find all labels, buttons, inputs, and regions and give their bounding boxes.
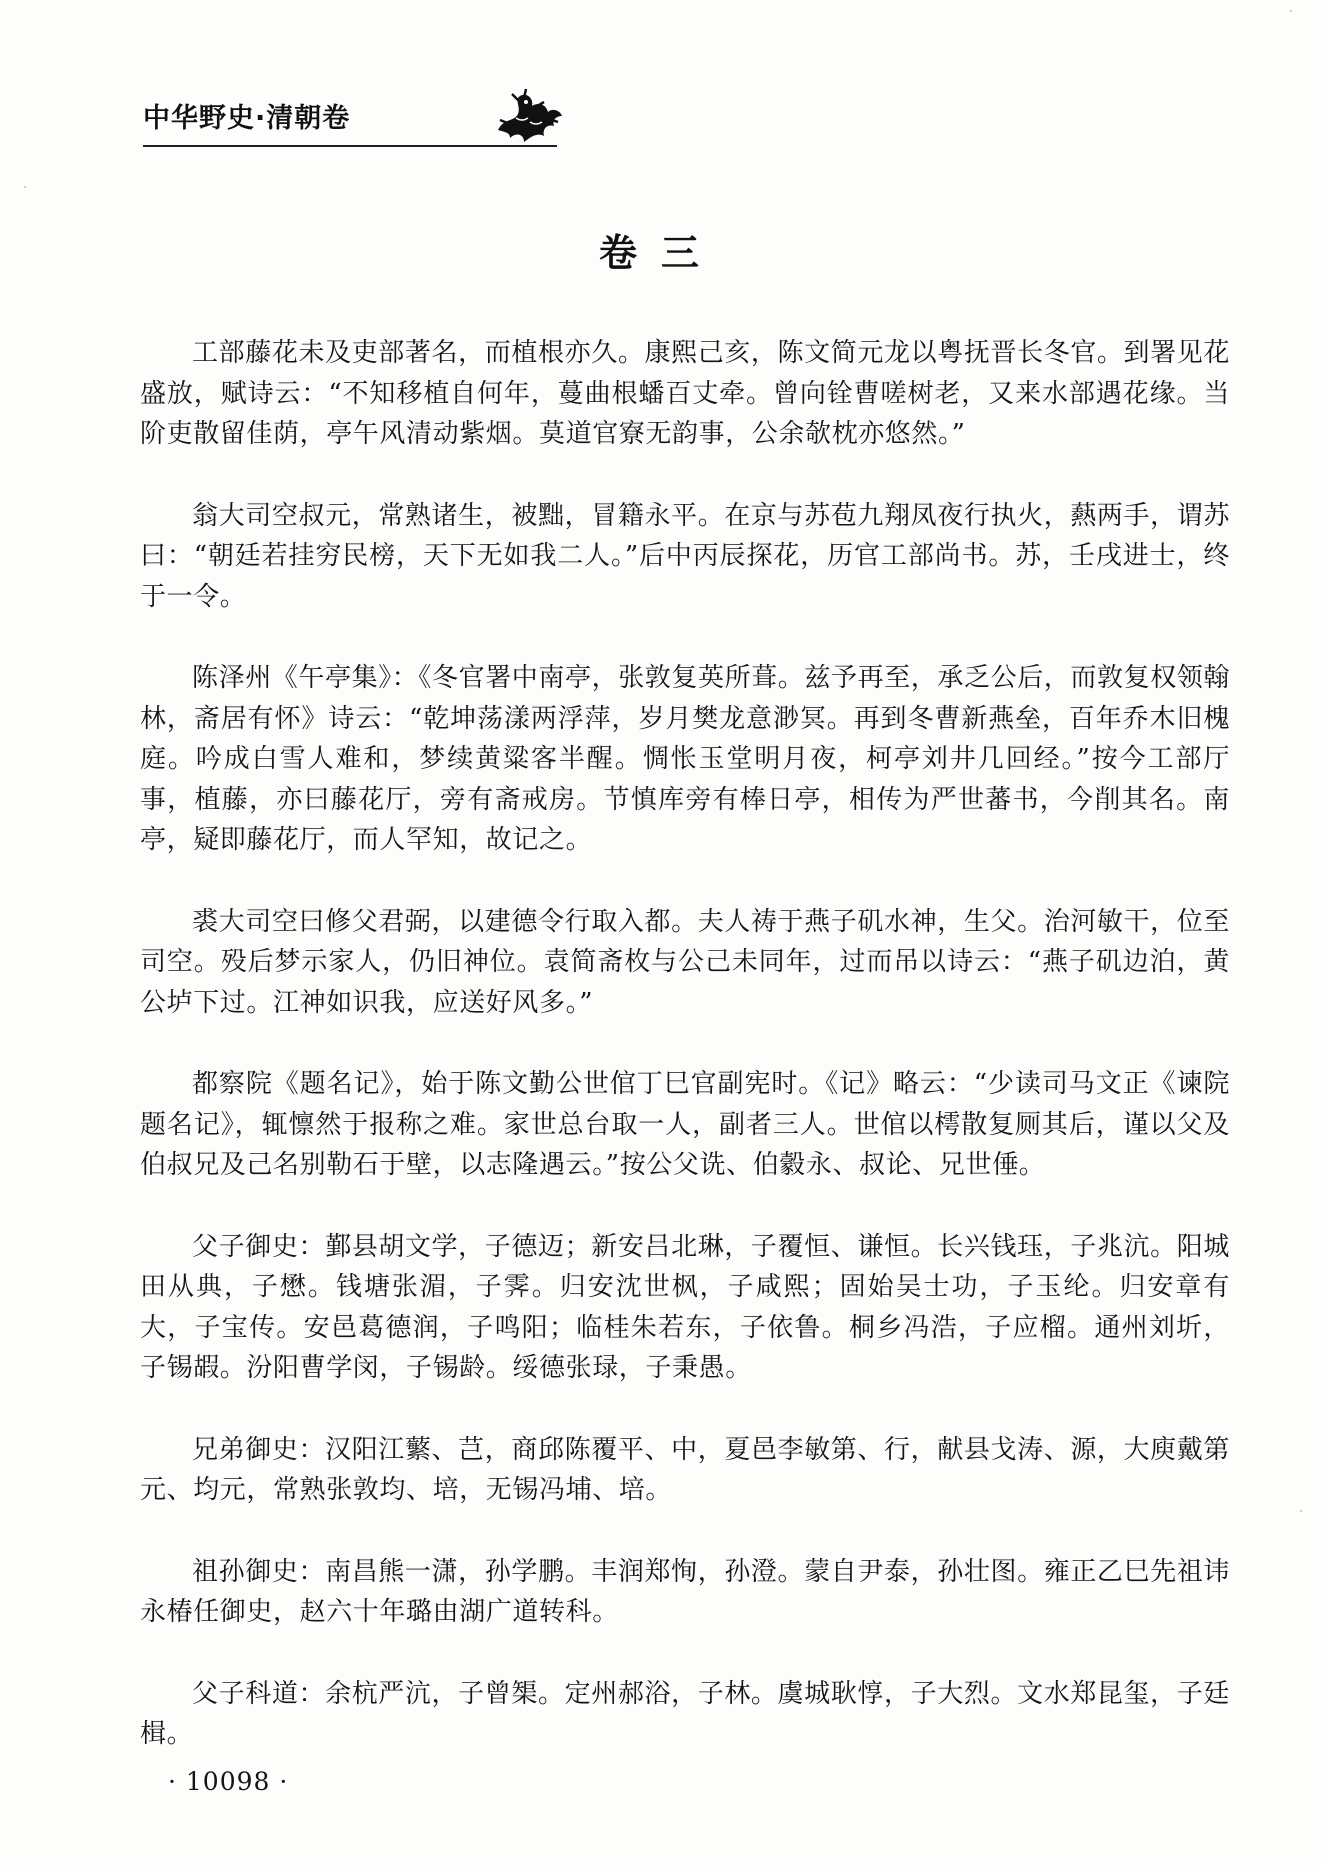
paragraph: 都察院《题名记》，始于陈文勤公世倌丁巳官副宪时。《记》略云：“少读司马文正《谏院题名记》，辄懔然于报称之难。家世总台取一人，副者三人。世倌以樗散复厕其后，谨以父及伯叔兄及己名别勒石于壁，以志隆遇云。”按公父诜、伯豰永、叔论、兄世倕。 xyxy=(140,1069,1230,1180)
paragraph: 父子御史：鄞县胡文学，子德迈；新安吕北琳，子覆恒、谦恒。长兴钱珏，子兆沆。阳城田从典，子懋。钱塘张湄，子霁。归安沈世枫，子咸熙；固始吴士功，子玉纶。归安章有大，子宝传。安邑葛德润，子鸣阳；临桂朱若东，子依鲁。桐乡冯浩，子应榴。通州刘圻，子锡嘏。汾阳曹学闵，子锡龄。绥德张琭，子秉愚。 xyxy=(140,1231,1230,1383)
paragraph: 兄弟御史：汉阳江蘩、芑，商邱陈覆平、中，夏邑李敏第、行，献县戈涛、源，大庾戴第元、均元，常熟张敦均、培，无锡冯埔、培。 xyxy=(140,1434,1230,1505)
scan-speck xyxy=(1290,10,1292,12)
paragraph: 祖孙御史：南昌熊一潇，孙学鹏。丰润郑恂，孙澄。蒙自尹泰，孙壮图。雍正乙巳先祖讳永椿任御史，赵六十年璐由湖广道转科。 xyxy=(140,1556,1230,1627)
header-rule xyxy=(143,145,557,147)
scan-speck xyxy=(1300,1510,1302,1512)
body-text xyxy=(140,333,1230,1796)
paragraph: 陈泽州《午亭集》：《冬官署中南亭，张敦复英所葺。兹予再至，承乏公后，而敦复权领翰林，斋居有怀》诗云：“乾坤荡漾两浮萍，岁月樊龙意渺冥。再到冬曹新燕垒，百年乔木旧槐庭。吟成白雪人难和，梦续黄粱客半醒。惆怅玉堂明月夜，柯亭刘井几回经。”按今工部厅事，植藤，亦曰藤花厅，旁有斋戒房。节慎库旁有棒日亭，相传为严世蕃书，今削其名。南亭，疑即藤花厅，而人罕知，故记之。 xyxy=(140,663,1231,855)
paragraph: 工部藤花未及吏部著名，而植根亦久。康熙己亥，陈文简元龙以粤抚晋长冬官。到署见花盛放，赋诗云：“不知移植自何年，蔓曲根蟠百丈牵。曾向铨曹嗟树老，又来水部遇花缘。当阶吏散留佳荫，亭午风清动紫烟。莫道官寮无韵事，公余欹枕亦悠然。” xyxy=(140,338,1230,449)
paragraph: 翁大司空叔元，常熟诸生，被黜，冒籍永平。在京与苏苞九翔凤夜行执火，爇两手，谓苏曰：“朝廷若挂穷民榜，天下无如我二人。”后中丙辰探花，历官工部尚书。苏，壬戌进士，终于一令。 xyxy=(140,500,1230,612)
running-header xyxy=(143,92,1243,150)
volume-title: 卷三 xyxy=(598,231,723,275)
scan-speck xyxy=(24,186,26,188)
paragraph: 父子科道：余杭严沆，子曾榘。定州郝浴，子林。虞城耿惇，子大烈。文水郑昆玺，子廷楫。 xyxy=(140,1678,1230,1749)
page-number: · 10098 · xyxy=(168,1767,289,1796)
book-title: 中华野史·清朝卷 xyxy=(143,103,351,134)
dragon-icon xyxy=(490,88,570,148)
paragraph: 裘大司空曰修父君弼，以建德令行取入都。夫人祷于燕子矶水神，生父。治河敏干，位至司空。殁后梦示家人，仍旧神位。袁简斋枚与公己未同年，过而吊以诗云：“燕子矶边泊，黄公垆下过。江神如识我，应送好风多。” xyxy=(140,906,1230,1018)
